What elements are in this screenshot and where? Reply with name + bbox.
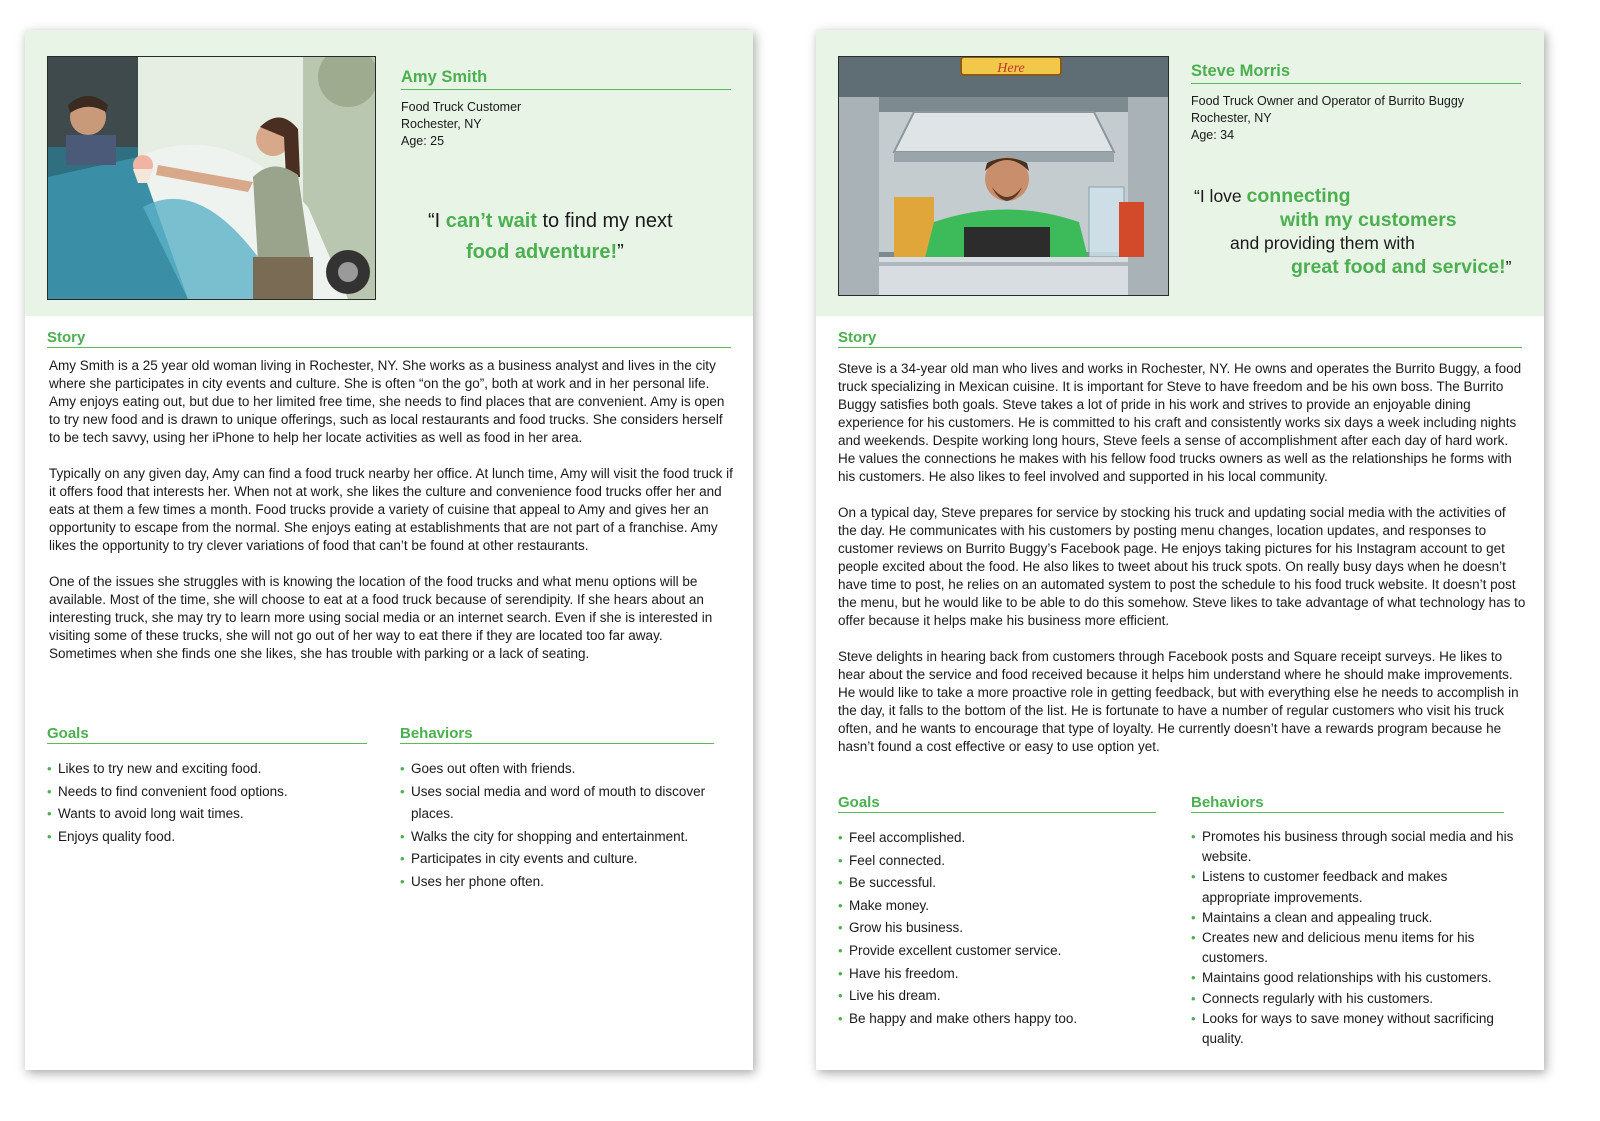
behavior-item: • Maintains good relationships with his customers. — [1191, 968, 1516, 988]
persona-role: Food Truck Customer — [401, 100, 522, 114]
quote-open: “I — [428, 210, 446, 232]
story-paragraph: One of the issues she struggles with is knowing the location of the food trucks and what menu options will be available. Most of the time, she will choose to eat at a food truck because of serendipity. If she hears about an interesting truck, she may try to learn more using social media or an internet search. Even if she is interested in visiting some of these trucks, she will not go out of her way to eat there if they are located too far away. Sometimes when she finds one she likes, she has trouble with parking or a lack of seating. — [49, 574, 713, 661]
goal-item: • Needs to find convenient food options. — [47, 781, 377, 804]
behaviors-heading: Behaviors — [400, 725, 714, 744]
behavior-item: • Walks the city for shopping and entertainment. — [400, 826, 735, 849]
behavior-item: • Looks for ways to save money without sacrificing quality. — [1191, 1009, 1516, 1049]
story-heading: Story — [838, 329, 1522, 348]
story-paragraph: Steve delights in hearing back from customers through Facebook posts and Square receipt surveys. He likes to hear about the service and food received because it helps him understand where he should make improvements. He would like to take a more proactive role in getting feedback, but with everything else he needs to accomplish in the day, it falls to the bottom of the list. He is fortunate to have a number of regular customers who visit his truck often, and he wants to encourage that type of loyalty. He currently doesn’t have a rewards program because he hasn’t found a cost effective or easy to use option yet. — [838, 649, 1519, 754]
quote-highlight: connecting — [1246, 185, 1351, 207]
persona-details — [1191, 93, 1464, 144]
photo-illustration — [48, 57, 375, 299]
persona-photo-amy — [47, 56, 376, 300]
behavior-item: • Connects regularly with his customers. — [1191, 989, 1516, 1009]
quote-close: ” — [1505, 256, 1512, 277]
behavior-item: • Goes out often with friends. — [400, 758, 735, 781]
quote-highlight: can’t wait — [445, 210, 537, 232]
goals-heading: Goals — [47, 725, 367, 744]
story-body — [49, 357, 733, 681]
story-paragraph: On a typical day, Steve prepares for service by stocking his truck and updating social media with the activities of the day. He communicates with his customers by posting menu changes, location updates, and responses to customer reviews on Burrito Buggy’s Facebook page. He enjoys taking pictures for his Instagram account to get people excited about the food. He also likes to tweet about his truck spots. On really busy days when he doesn’t have time to post, he relies on an automated system to post the schedule to his food truck website. It doesn’t post the menu, but he would like to be able to do this somehow. Steve likes to take advantage of what technology has to offer because it helps make his business more efficient. — [838, 505, 1526, 628]
persona-page-steve — [816, 30, 1544, 1070]
behaviors-heading: Behaviors — [1191, 794, 1504, 813]
quote-highlight: food adventure! — [466, 241, 618, 263]
story-paragraph: Steve is a 34-year old man who lives and works in Rochester, NY. He owns and operates the Burrito Buggy, a food truck specializing in Mexican cuisine. It is important for Steve to have freedom and be his own boss. The Burrito Buggy satisfies both goals. Steve takes a lot of pride in his work and strives to provide an enjoyable dining experience for his customers. He is committed to his craft and consistently works six days a week including nights and weekends. Despite working long hours, Steve feels a sense of accomplishment after each day of hard work. He values the connections he makes with his fellow food trucks owners as well as the relationships he forms with his customers. He also likes to feel involved and supported in his local community. — [838, 361, 1522, 484]
quote-text: and providing them with — [1230, 233, 1415, 253]
behavior-item: • Uses social media and word of mouth to discover places. — [400, 781, 735, 826]
story-paragraph: Amy Smith is a 25 year old woman living in Rochester, NY. She works as a business analyst and lives in the city where she participates in city events and culture. She is often “on the go”, both at work and in her personal life. Amy enjoys eating out, but due to her limited free time, she needs to find places that are convenient. Amy is open to try new food and is drawn to unique offerings, such as local restaurants and food trucks. She considers herself to be tech savvy, using her iPhone to help her locate activities as well as food in her area. — [49, 358, 725, 445]
goal-item: • Enjoys quality food. — [47, 826, 377, 849]
persona-name: Amy Smith — [401, 68, 731, 90]
quote-line-1 — [1194, 185, 1534, 209]
quote-line-2 — [1194, 209, 1534, 233]
goal-item: • Grow his business. — [838, 917, 1168, 940]
persona-quote — [1194, 185, 1534, 279]
behaviors-list — [1191, 827, 1516, 1049]
persona-location: Rochester, NY — [401, 117, 482, 131]
behavior-item: • Maintains a clean and appealing truck. — [1191, 908, 1516, 928]
story-heading: Story — [47, 329, 731, 348]
behaviors-list — [400, 758, 735, 893]
goal-item: • Feel accomplished. — [838, 827, 1168, 850]
persona-age: Age: 25 — [401, 134, 445, 148]
persona-location: Rochester, NY — [1191, 111, 1272, 125]
persona-page-amy — [25, 30, 753, 1070]
story-paragraph: Typically on any given day, Amy can find a food truck nearby her office. At lunch time, Amy will visit the food truck if it offers food that interests her. When not at work, she likes the culture and convenience food trucks offer her and eats at them a few times a month. Food trucks provide a variety of cuisine that appeal to Amy and gives her an opportunity to escape from the normal. She enjoys eating at establishments that are not part of a franchise. Amy likes the opportunity to try clever variations of food that can’t be found at other restaurants. — [49, 466, 733, 553]
goal-item: • Be happy and make others happy too. — [838, 1008, 1168, 1031]
story-body — [838, 360, 1526, 774]
behavior-item: • Uses her phone often. — [400, 871, 735, 894]
goals-list — [838, 827, 1168, 1030]
quote-open: “I love — [1194, 186, 1247, 206]
quote-close: ” — [617, 241, 624, 263]
photo-illustration — [839, 57, 1168, 295]
persona-age: Age: 34 — [1191, 128, 1235, 142]
persona-quote — [428, 206, 728, 268]
goal-item: • Wants to avoid long wait times. — [47, 803, 377, 826]
quote-text: to find my next — [536, 210, 673, 232]
goal-item: • Provide excellent customer service. — [838, 940, 1168, 963]
goal-item: • Have his freedom. — [838, 963, 1168, 986]
truck-sign: Here — [997, 61, 1025, 76]
behavior-item: • Promotes his business through social media and his website. — [1191, 827, 1516, 867]
goal-item: • Make money. — [838, 895, 1168, 918]
goal-item: • Feel connected. — [838, 850, 1168, 873]
persona-name: Steve Morris — [1191, 62, 1521, 84]
goal-item: • Likes to try new and exciting food. — [47, 758, 377, 781]
goal-item: • Be successful. — [838, 872, 1168, 895]
goals-heading: Goals — [838, 794, 1156, 813]
goal-item: • Live his dream. — [838, 985, 1168, 1008]
persona-role: Food Truck Owner and Operator of Burrito Buggy — [1191, 94, 1465, 108]
behavior-item: • Participates in city events and culture. — [400, 848, 735, 871]
persona-photo-steve — [838, 56, 1169, 296]
quote-line-4 — [1194, 256, 1534, 280]
behavior-item: • Creates new and delicious menu items for his customers. — [1191, 928, 1516, 968]
quote-line-3 — [1194, 232, 1534, 256]
quote-line-1 — [428, 206, 728, 237]
behavior-item: • Listens to customer feedback and makes appropriate improvements. — [1191, 867, 1516, 907]
persona-details — [401, 99, 521, 150]
quote-highlight: great food and service! — [1291, 255, 1506, 278]
quote-highlight: with my customers — [1280, 208, 1457, 231]
quote-line-2 — [428, 237, 728, 268]
goals-list — [47, 758, 377, 848]
